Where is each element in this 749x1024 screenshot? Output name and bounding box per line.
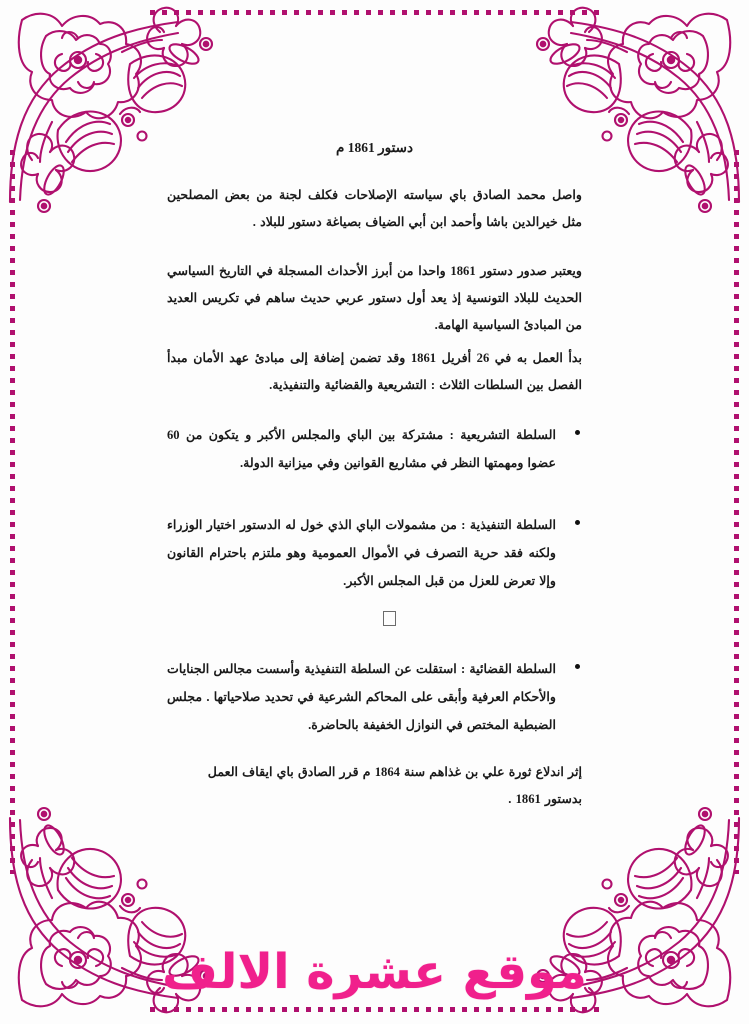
bullet-marker-icon bbox=[575, 664, 580, 669]
clause-executive-text: السلطة التنفيذية : من مشمولات الباي الذي خول له الدستور اختيار الوزراء ولكنه فقد حرية التصرف في الأموال العمومية وهو ملتزم باحترام القانون وإلا تعرض للعزل من قبل المجلس الأكبر. bbox=[167, 518, 556, 588]
clause-legislative-text: السلطة التشريعية : مشتركة بين الباي والمجلس الأكبر و يتكون من 60 عضوا ومهمتها النظر في مشاريع القوانين وفي ميزانية الدولة. bbox=[167, 428, 556, 470]
border-rail-left bbox=[10, 150, 15, 874]
missing-glyph-box-icon bbox=[383, 611, 396, 626]
paragraph-enactment: بدأ العمل به في 26 أفريل 1861 وقد تضمن إضافة إلى مبادئ عهد الأمان مبدأ الفصل بين السلطات الثلاث : التشريعية والقضائية والتنفيذية. bbox=[167, 351, 583, 392]
clause-judicial-text: السلطة القضائية : استقلت عن السلطة التنفيذية وأسست مجالس الجنايات والأحكام العرفية وأبقى على المحاكم الشرعية في تحديد صلاحياتها . مجلس الضبطية المختص في النوازل الخفيفة بالحاضرة. bbox=[167, 662, 556, 732]
corner-ornament-bottom-left bbox=[2, 803, 217, 1018]
list-item-executive bbox=[167, 511, 582, 595]
paragraph-closing: إثر اندلاع ثورة علي بن غذاهم سنة 1864 م قرر الصادق باي ايقاف العمل بدستور 1861 . bbox=[207, 765, 582, 806]
border-rail-right bbox=[734, 150, 739, 874]
powers-list bbox=[167, 421, 582, 595]
corner-ornament-bottom-right bbox=[532, 803, 747, 1018]
page-title: دستور 1861 م bbox=[336, 140, 413, 155]
paragraph-intro: واصل محمد الصادق باي سياسته الإصلاحات فكلف لجنة من بعض المصلحين مثل خيرالدين باشا وأحمد ابن أبي الضياف بصياغة دستور للبلاد . bbox=[167, 188, 582, 229]
paragraph-significance: ويعتبر صدور دستور 1861 واحدا من أبرز الأحداث المسجلة في التاريخ السياسي الحديث للبلاد التونسية إذ يعد أول دستور عربي حديث ساهم في تكريس العديد من المبادئ السياسية الهامة. bbox=[167, 264, 582, 332]
document-content bbox=[167, 140, 582, 813]
bullet-marker-icon bbox=[575, 430, 580, 435]
watermark-text: موقع عشرة الالف bbox=[162, 944, 587, 1000]
placeholder-glyph-row bbox=[167, 611, 582, 629]
bullet-marker-icon bbox=[575, 520, 580, 525]
powers-list-continued bbox=[167, 655, 582, 739]
list-item-judicial bbox=[167, 655, 582, 739]
list-item-legislative bbox=[167, 421, 582, 477]
